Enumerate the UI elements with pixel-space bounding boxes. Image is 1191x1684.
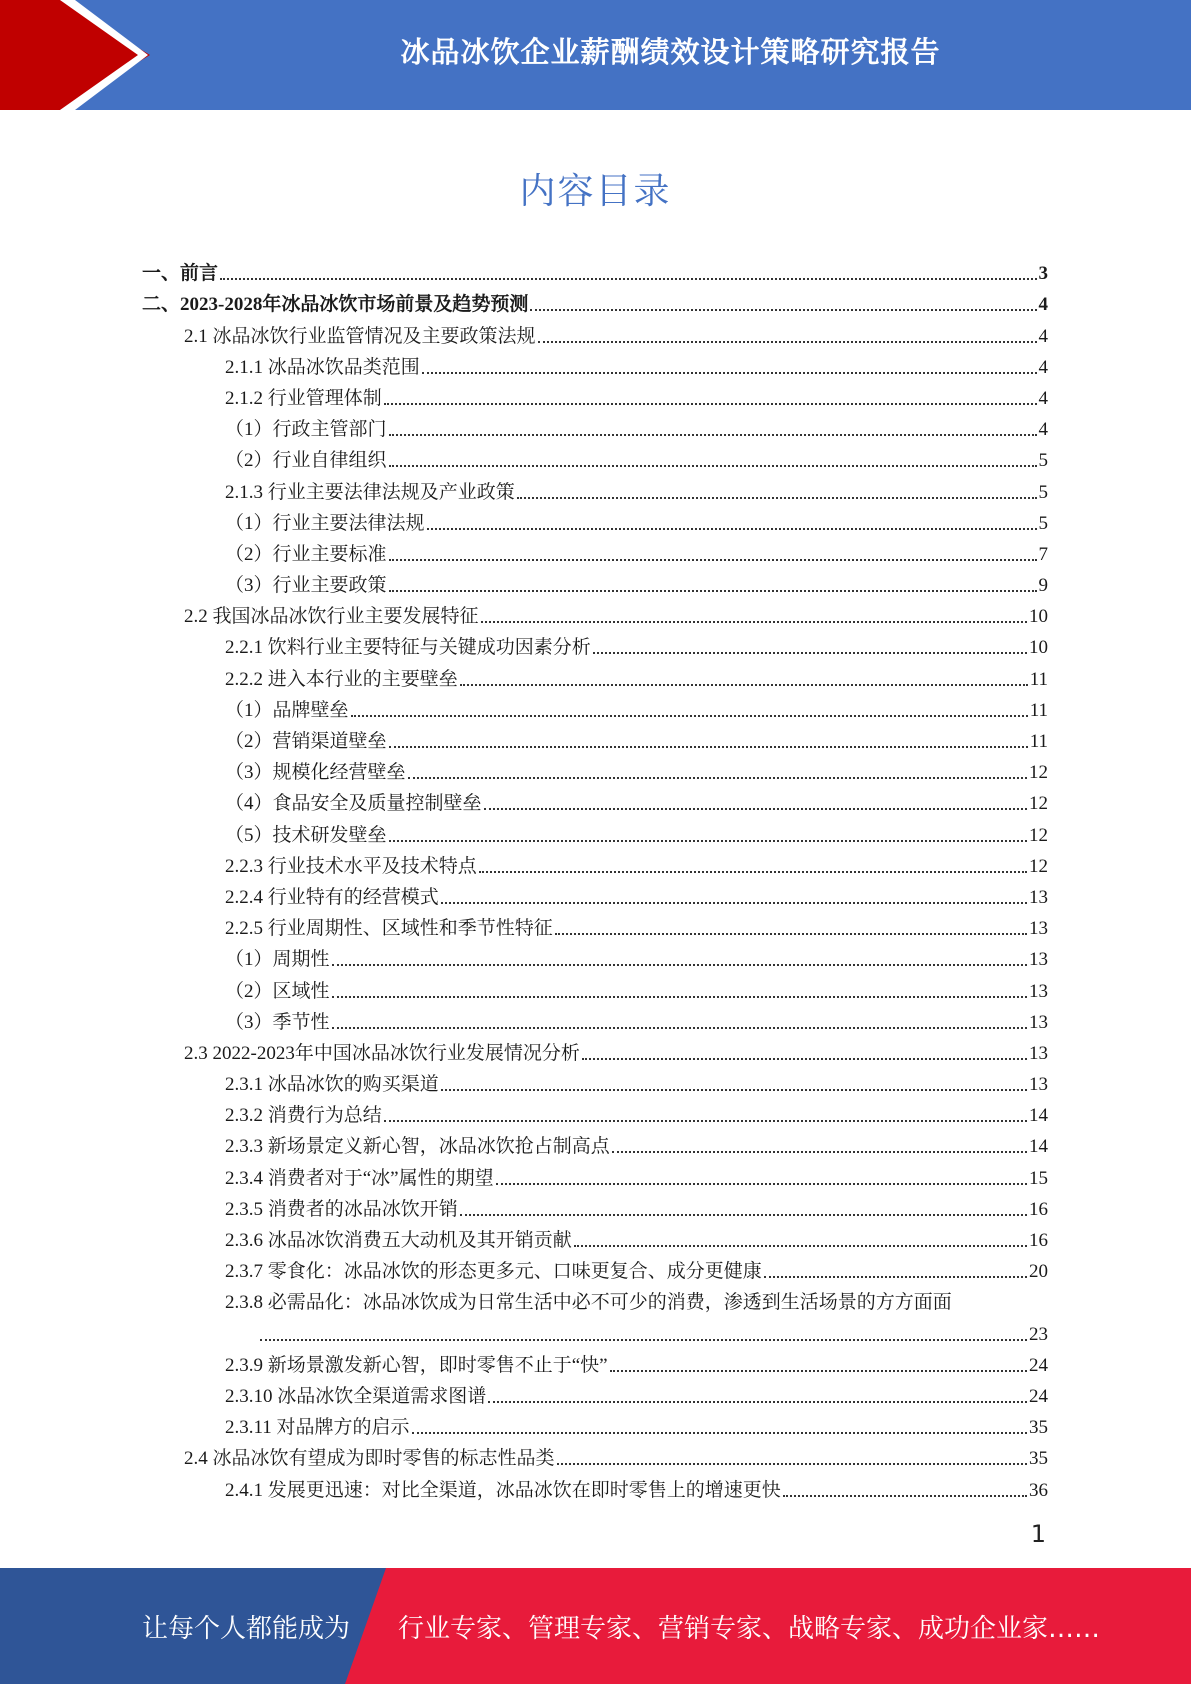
toc-entry-page: 10: [1029, 637, 1048, 659]
toc-entry[interactable]: [142, 1439, 1048, 1470]
toc-leader-dots: [332, 964, 1027, 966]
toc-entry[interactable]: [142, 1408, 1048, 1439]
toc-entry[interactable]: [142, 285, 1048, 316]
page-footer: [0, 1568, 1191, 1684]
toc-leader-dots: [479, 871, 1027, 873]
toc-entry-page: 7: [1038, 543, 1048, 565]
toc-entry[interactable]: [142, 254, 1048, 285]
toc-entry-page: 13: [1029, 980, 1048, 1002]
toc-entry-page: 12: [1029, 855, 1048, 877]
toc-entry[interactable]: [142, 348, 1048, 379]
toc-leader-dots: [408, 777, 1027, 779]
toc-entry-page: 14: [1029, 1105, 1048, 1127]
toc-entry[interactable]: [142, 1003, 1048, 1034]
toc-entry[interactable]: [142, 909, 1048, 940]
toc-entry[interactable]: [142, 753, 1048, 784]
toc-entry[interactable]: [142, 441, 1048, 472]
toc-leader-dots: [384, 1120, 1027, 1122]
toc-entry-page: 13: [1029, 918, 1048, 940]
toc-leader-dots: [220, 278, 1036, 280]
toc-leader-dots: [517, 497, 1037, 499]
toc-entry-label: 2.4.1 发展更迅速：对比全渠道，冰品冰饮在即时零售上的增速更快: [225, 1479, 781, 1501]
toc-entry-page: 35: [1029, 1417, 1048, 1439]
toc-entry-label: 2.2.5 行业周期性、区域性和季节性特征: [225, 918, 553, 940]
toc-entry-page: 4: [1038, 419, 1048, 441]
toc-entry-label: 2.2.3 行业技术水平及技术特点: [225, 855, 477, 877]
toc-entry[interactable]: [142, 1127, 1048, 1158]
toc-leader-dots: [488, 1401, 1027, 1403]
toc-entry-label: 2.3.5 消费者的冰品冰饮开销: [225, 1198, 458, 1220]
table-of-contents: [142, 254, 1048, 1502]
toc-entry-label: （1）品牌壁垒: [225, 699, 349, 721]
page-number: 1: [1030, 1520, 1046, 1548]
toc-entry[interactable]: [142, 1190, 1048, 1221]
toc-leader-dots: [593, 652, 1027, 654]
toc-entry-page: 14: [1029, 1136, 1048, 1158]
toc-entry-label: 2.1.3 行业主要法律法规及产业政策: [225, 481, 515, 503]
toc-leader-dots: [384, 403, 1037, 405]
toc-entry-label: 2.3.2 消费行为总结: [225, 1105, 382, 1127]
toc-entry-page: 4: [1038, 294, 1048, 316]
toc-entry[interactable]: [142, 1096, 1048, 1127]
toc-entry-label: 2.2.2 进入本行业的主要壁垒: [225, 668, 458, 690]
toc-entry-page: 13: [1029, 1011, 1048, 1033]
toc-entry-label: （5）技术研发壁垒: [225, 824, 387, 846]
toc-leader-dots: [332, 1027, 1027, 1029]
toc-entry-page: 23: [1029, 1323, 1048, 1345]
toc-leader-dots: [441, 1089, 1027, 1091]
toc-entry-page: 12: [1029, 824, 1048, 846]
toc-entry-label: 2.1.2 行业管理体制: [225, 387, 382, 409]
toc-entry-label: 2.2.4 行业特有的经营模式: [225, 886, 439, 908]
toc-entry-label: （3）季节性: [225, 1011, 330, 1033]
toc-entry-label: （2）行业自律组织: [225, 450, 387, 472]
toc-entry-page: 10: [1029, 606, 1048, 628]
toc-leader-dots: [441, 902, 1027, 904]
toc-leader-dots: [538, 341, 1037, 343]
toc-entry-page: 13: [1029, 949, 1048, 971]
toc-entry-label: （3）行业主要政策: [225, 575, 387, 597]
toc-entry-page: 11: [1029, 668, 1048, 690]
toc-entry-page: 35: [1029, 1448, 1048, 1470]
toc-entry-label: 2.3.1 冰品冰饮的购买渠道: [225, 1074, 439, 1096]
toc-entry[interactable]: [142, 940, 1048, 971]
toc-entry-label: 2.3.3 新场景定义新心智，冰品冰饮抢占制高点: [225, 1136, 610, 1158]
toc-entry-label: 2.4 冰品冰饮有望成为即时零售的标志性品类: [184, 1448, 555, 1470]
toc-entry[interactable]: [142, 971, 1048, 1002]
toc-leader-dots: [764, 1276, 1027, 1278]
toc-leader-dots: [389, 840, 1027, 842]
toc-entry-page: 4: [1038, 356, 1048, 378]
toc-leader-dots: [351, 715, 1028, 717]
toc-entry-label: 2.3 2022-2023年中国冰品冰饮行业发展情况分析: [184, 1042, 580, 1064]
toc-entry-label: （1）行政主管部门: [225, 419, 387, 441]
toc-entry-label: （4）食品安全及质量控制壁垒: [225, 793, 482, 815]
toc-leader-dots: [484, 808, 1027, 810]
toc-leader-dots: [422, 372, 1037, 374]
toc-entry-label: 2.3.4 消费者对于“冰”属性的期望: [225, 1167, 494, 1189]
toc-leader-dots: [460, 1214, 1027, 1216]
toc-leader-dots: [530, 309, 1036, 311]
toc-entry-page: 4: [1038, 325, 1048, 347]
toc-leader-dots: [496, 1183, 1027, 1185]
toc-leader-dots: [574, 1245, 1027, 1247]
toc-entry[interactable]: [142, 722, 1048, 753]
toc-entry-label: （1）周期性: [225, 949, 330, 971]
toc-entry-label: 2.3.8 必需品化：冰品冰饮成为日常生活中必不可少的消费，渗透到生活场景的方方面面: [225, 1292, 952, 1314]
toc-entry[interactable]: [142, 784, 1048, 815]
toc-entry-page: 12: [1029, 793, 1048, 815]
toc-entry-label: 2.1 冰品冰饮行业监管情况及主要政策法规: [184, 325, 536, 347]
toc-leader-dots: [389, 559, 1037, 561]
toc-entry-page: 5: [1038, 450, 1048, 472]
toc-entry-label: （2）区域性: [225, 980, 330, 1002]
toc-leader-dots: [481, 621, 1027, 623]
toc-entry[interactable]: [142, 628, 1048, 659]
toc-leader-dots: [610, 1370, 1027, 1372]
header-title: 冰品冰饮企业薪酬绩效设计策略研究报告: [400, 34, 941, 69]
toc-leader-dots: [389, 434, 1037, 436]
toc-entry[interactable]: [142, 597, 1048, 628]
toc-entry[interactable]: [142, 1034, 1048, 1065]
toc-entry[interactable]: [142, 379, 1048, 410]
toc-entry[interactable]: [142, 1252, 1048, 1283]
toc-leader-dots: [555, 933, 1027, 935]
toc-entry-page: 15: [1029, 1167, 1048, 1189]
toc-entry-page: 13: [1029, 1074, 1048, 1096]
toc-entry-label: （3）规模化经营壁垒: [225, 762, 406, 784]
toc-entry-page: 20: [1029, 1261, 1048, 1283]
toc-leader-dots: [389, 746, 1028, 748]
toc-entry-label: 2.1.1 冰品冰饮品类范围: [225, 356, 420, 378]
toc-leader-dots: [460, 684, 1028, 686]
toc-leader-dots: [412, 1432, 1027, 1434]
toc-entry[interactable]: [142, 566, 1048, 597]
toc-leader-dots: [332, 996, 1027, 998]
toc-entry[interactable]: [142, 472, 1048, 503]
toc-entry-label: （1）行业主要法律法规: [225, 512, 425, 534]
toc-leader-dots: [389, 465, 1037, 467]
toc-entry[interactable]: [142, 1470, 1048, 1501]
toc-entry-page: 5: [1038, 481, 1048, 503]
toc-title: 内容目录: [519, 171, 672, 212]
toc-entry-label: 2.3.6 冰品冰饮消费五大动机及其开销贡献: [225, 1230, 572, 1251]
toc-entry[interactable]: [142, 1377, 1048, 1408]
toc-entry-page: 16: [1029, 1198, 1048, 1220]
toc-entry[interactable]: [142, 504, 1048, 535]
toc-entry-label: 2.3.9 新场景激发新心智，即时零售不止于“快”: [225, 1354, 608, 1376]
toc-entry[interactable]: [142, 691, 1048, 722]
toc-entry-label: 2.3.10 冰品冰饮全渠道需求图谱: [225, 1385, 487, 1407]
toc-entry-page: 11: [1029, 699, 1048, 721]
toc-entry-page: 4: [1038, 387, 1048, 409]
toc-entry[interactable]: [142, 815, 1048, 846]
toc-entry[interactable]: [142, 410, 1048, 441]
toc-entry[interactable]: [142, 316, 1048, 347]
toc-entry[interactable]: [142, 535, 1048, 566]
toc-entry-page: 24: [1029, 1385, 1048, 1407]
toc-entry-page: 13: [1029, 886, 1048, 908]
toc-entry[interactable]: [142, 1065, 1048, 1096]
toc-entry[interactable]: [142, 659, 1048, 690]
toc-entry-page: 24: [1029, 1354, 1048, 1376]
toc-leader-dots: [427, 528, 1037, 530]
footer-slogan-left: 让每个人都能成为: [142, 1613, 351, 1644]
toc-leader-dots: [260, 1339, 1027, 1341]
toc-entry[interactable]: [142, 847, 1048, 878]
toc-entry-page: 5: [1038, 512, 1048, 534]
toc-entry-page: 16: [1029, 1230, 1048, 1251]
toc-entry-page: 9: [1038, 575, 1048, 597]
toc-entry-label: 2.3.11 对品牌方的启示: [225, 1417, 410, 1439]
toc-entry[interactable]: [142, 878, 1048, 909]
toc-entry[interactable]: [142, 1158, 1048, 1189]
toc-leader-dots: [389, 590, 1037, 592]
toc-entry[interactable]: [142, 1283, 1048, 1345]
toc-entry[interactable]: [142, 1221, 1048, 1252]
toc-entry-page: 13: [1029, 1042, 1048, 1064]
toc-leader-dots: [783, 1495, 1027, 1497]
toc-entry-label: 2.2 我国冰品冰饮行业主要发展特征: [184, 606, 479, 628]
toc-entry-label: 2.2.1 饮料行业主要特征与关键成功因素分析: [225, 637, 591, 659]
toc-entry-label: 2.3.7 零食化：冰品冰饮的形态更多元、口味更复合、成分更健康: [225, 1261, 762, 1283]
toc-entry[interactable]: [142, 1346, 1048, 1377]
toc-entry-label: 二、2023-2028年冰品冰饮市场前景及趋势预测: [142, 294, 529, 316]
toc-entry-label: 一、前言: [142, 263, 219, 285]
footer-slogan-right: 行业专家、管理专家、营销专家、战略专家、成功企业家……: [398, 1613, 1101, 1644]
toc-leader-dots: [612, 1151, 1027, 1153]
toc-leader-dots: [582, 1058, 1027, 1060]
toc-leader-dots: [557, 1463, 1027, 1465]
toc-entry-page: 36: [1029, 1479, 1048, 1501]
page-header: [0, 0, 1191, 110]
toc-entry-label: （2）营销渠道壁垒: [225, 731, 387, 752]
toc-entry-page: 3: [1038, 263, 1048, 285]
toc-entry-page: 12: [1029, 762, 1048, 784]
toc-entry-page: 11: [1029, 731, 1048, 752]
toc-entry-label: （2）行业主要标准: [225, 543, 387, 565]
